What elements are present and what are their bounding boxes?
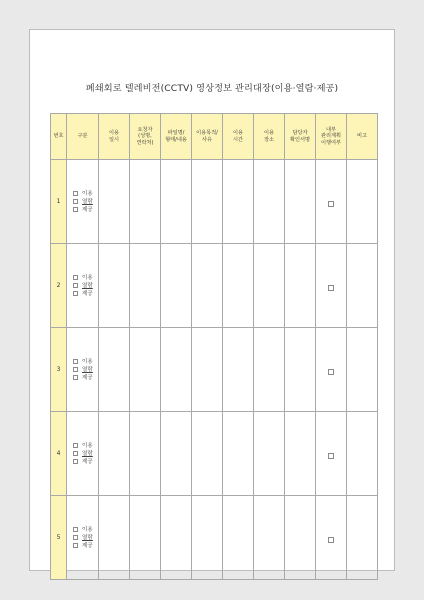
option-label: 이용 <box>82 274 93 281</box>
option-checkbox[interactable] <box>73 443 78 448</box>
type-options-cell <box>67 412 99 496</box>
type-option[interactable] <box>73 198 98 206</box>
table-row <box>51 328 378 412</box>
use-place-cell[interactable] <box>254 244 285 328</box>
requester-cell[interactable] <box>130 244 161 328</box>
option-checkbox[interactable] <box>73 367 78 372</box>
type-option[interactable] <box>73 534 98 542</box>
type-option[interactable] <box>73 442 98 450</box>
option-label: 이용 <box>82 190 93 197</box>
option-label: 이용 <box>82 526 93 533</box>
option-label: 제공 <box>82 542 93 549</box>
type-option[interactable] <box>73 290 98 298</box>
option-checkbox[interactable] <box>73 459 78 464</box>
row-number: 3 <box>51 328 67 412</box>
type-option[interactable] <box>73 450 98 458</box>
ledger-table <box>50 113 378 580</box>
col-header-requester: 요청자 (성명, 연락처) <box>130 114 161 160</box>
type-option[interactable] <box>73 358 98 366</box>
table-row <box>51 496 378 580</box>
use-time-cell[interactable] <box>223 496 254 580</box>
col-header-manager-signature: 담당자 확인서명 <box>285 114 316 160</box>
col-header-file: 파일명/ 형태/내용 <box>161 114 192 160</box>
type-options-cell <box>67 496 99 580</box>
option-label: 열람 <box>82 450 93 457</box>
option-checkbox[interactable] <box>73 451 78 456</box>
manager-signature-cell[interactable] <box>285 328 316 412</box>
col-header-type: 구분 <box>67 114 99 160</box>
document-title: 폐쇄회로 텔레비전(CCTV) 영상정보 관리대장(이용·열람·제공) <box>85 83 339 94</box>
option-label: 열람 <box>82 534 93 541</box>
type-options-cell <box>67 160 99 244</box>
use-time-cell[interactable] <box>223 244 254 328</box>
row-number: 5 <box>51 496 67 580</box>
use-place-cell[interactable] <box>254 496 285 580</box>
internal-plan-cell <box>316 244 347 328</box>
option-checkbox[interactable] <box>73 535 78 540</box>
col-header-use-time: 이용 시간 <box>223 114 254 160</box>
remarks-cell[interactable] <box>347 244 378 328</box>
type-option[interactable] <box>73 374 98 382</box>
file-cell[interactable] <box>161 160 192 244</box>
type-options-cell <box>67 328 99 412</box>
option-label: 제공 <box>82 374 93 381</box>
use-datetime-cell[interactable] <box>99 244 130 328</box>
type-option[interactable] <box>73 458 98 466</box>
use-place-cell[interactable] <box>254 328 285 412</box>
purpose-cell[interactable] <box>192 328 223 412</box>
manager-signature-cell[interactable] <box>285 160 316 244</box>
row-number: 2 <box>51 244 67 328</box>
table-row <box>51 160 378 244</box>
type-options-cell <box>67 244 99 328</box>
option-label: 제공 <box>82 206 93 213</box>
purpose-cell[interactable] <box>192 160 223 244</box>
internal-plan-checkbox[interactable] <box>328 285 334 291</box>
option-checkbox[interactable] <box>73 283 78 288</box>
use-time-cell[interactable] <box>223 412 254 496</box>
type-option[interactable] <box>73 274 98 282</box>
internal-plan-cell <box>316 412 347 496</box>
use-place-cell[interactable] <box>254 412 285 496</box>
internal-plan-checkbox[interactable] <box>328 369 334 375</box>
row-number: 4 <box>51 412 67 496</box>
option-checkbox[interactable] <box>73 291 78 296</box>
type-option[interactable] <box>73 206 98 214</box>
option-checkbox[interactable] <box>73 375 78 380</box>
purpose-cell[interactable] <box>192 412 223 496</box>
use-datetime-cell[interactable] <box>99 160 130 244</box>
manager-signature-cell[interactable] <box>285 496 316 580</box>
row-number: 1 <box>51 160 67 244</box>
use-datetime-cell[interactable] <box>99 328 130 412</box>
option-label: 열람 <box>82 198 93 205</box>
option-label: 열람 <box>82 282 93 289</box>
option-checkbox[interactable] <box>73 191 78 196</box>
option-checkbox[interactable] <box>73 527 78 532</box>
internal-plan-checkbox[interactable] <box>328 537 334 543</box>
use-datetime-cell[interactable] <box>99 412 130 496</box>
type-option[interactable] <box>73 542 98 550</box>
requester-cell[interactable] <box>130 160 161 244</box>
table-row <box>51 244 378 328</box>
use-place-cell[interactable] <box>254 160 285 244</box>
option-checkbox[interactable] <box>73 199 78 204</box>
internal-plan-checkbox[interactable] <box>328 453 334 459</box>
option-label: 제공 <box>82 290 93 297</box>
option-label: 제공 <box>82 458 93 465</box>
internal-plan-cell <box>316 160 347 244</box>
requester-cell[interactable] <box>130 412 161 496</box>
use-time-cell[interactable] <box>223 328 254 412</box>
internal-plan-cell <box>316 328 347 412</box>
col-header-number: 번호 <box>51 114 67 160</box>
remarks-cell[interactable] <box>347 496 378 580</box>
type-option[interactable] <box>73 366 98 374</box>
table-row <box>51 412 378 496</box>
option-checkbox[interactable] <box>73 275 78 280</box>
type-option[interactable] <box>73 282 98 290</box>
option-label: 열람 <box>82 366 93 373</box>
file-cell[interactable] <box>161 244 192 328</box>
header-row <box>51 114 378 160</box>
requester-cell[interactable] <box>130 496 161 580</box>
remarks-cell[interactable] <box>347 328 378 412</box>
internal-plan-checkbox[interactable] <box>328 201 334 207</box>
type-option[interactable] <box>73 526 98 534</box>
manager-signature-cell[interactable] <box>285 244 316 328</box>
col-header-remarks: 비고 <box>347 114 378 160</box>
remarks-cell[interactable] <box>347 160 378 244</box>
option-checkbox[interactable] <box>73 543 78 548</box>
col-header-purpose: 이용목적/ 사유 <box>192 114 223 160</box>
internal-plan-cell <box>316 496 347 580</box>
use-datetime-cell[interactable] <box>99 496 130 580</box>
manager-signature-cell[interactable] <box>285 412 316 496</box>
purpose-cell[interactable] <box>192 244 223 328</box>
purpose-cell[interactable] <box>192 496 223 580</box>
use-time-cell[interactable] <box>223 160 254 244</box>
option-checkbox[interactable] <box>73 359 78 364</box>
col-header-internal-plan: 내부 관리계획 이행여부 <box>316 114 347 160</box>
option-checkbox[interactable] <box>73 207 78 212</box>
document-page <box>29 29 395 571</box>
file-cell[interactable] <box>161 496 192 580</box>
remarks-cell[interactable] <box>347 412 378 496</box>
type-option[interactable] <box>73 190 98 198</box>
option-label: 이용 <box>82 358 93 365</box>
option-label: 이용 <box>82 442 93 449</box>
file-cell[interactable] <box>161 412 192 496</box>
requester-cell[interactable] <box>130 328 161 412</box>
col-header-use-place: 이용 장소 <box>254 114 285 160</box>
col-header-use-datetime: 이용 일시 <box>99 114 130 160</box>
file-cell[interactable] <box>161 328 192 412</box>
